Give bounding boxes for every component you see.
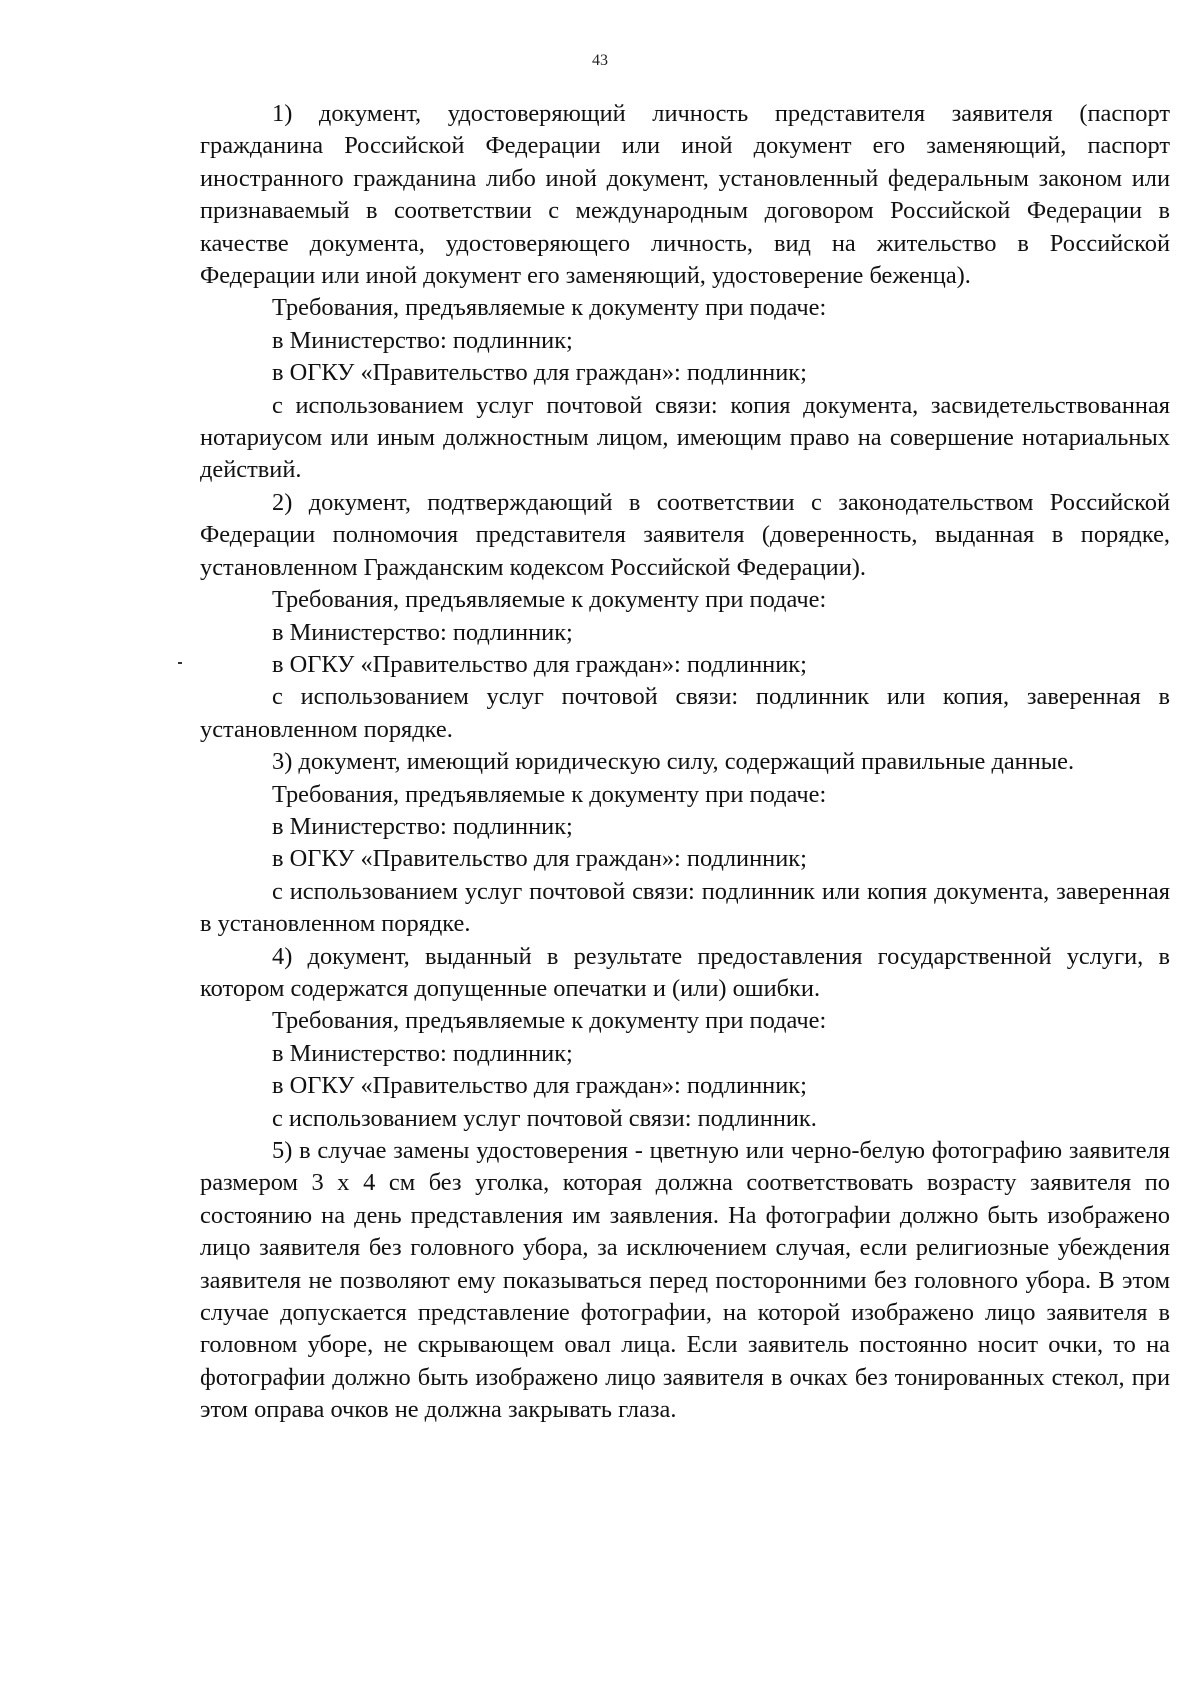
- paragraph-item-1-representative-id: 1) документ, удостоверяющий личность представителя заявителя (паспорт гражданина Российской Федерации или иной документ его заменяющий, паспорт иностранного гражданина либо иной документ, установленный федеральным законом или признаваемый в соответствии с международным договором Российской Федерации в качестве документа, удостоверяющего личность, вид на жительство в Российской Федерации или иной документ его заменяющий, удостоверение беженца).: [200, 100, 1170, 290]
- document-body: [200, 98, 1170, 1427]
- paragraph-ministry-requirement: в Министерство: подлинник;: [272, 812, 573, 840]
- paragraph-requirements-heading: Требования, предъявляемые к документу при подаче:: [272, 780, 827, 808]
- paragraph-ministry-requirement: в Министерство: подлинник;: [272, 326, 573, 354]
- paragraph-item-3-legal-document: 3) документ, имеющий юридическую силу, содержащий правильные данные.: [272, 748, 1075, 776]
- paragraph-requirements-heading: Требования, предъявляемые к документу при подаче:: [272, 1007, 827, 1035]
- paragraph-ministry-requirement: в Министерство: подлинник;: [272, 1039, 573, 1067]
- paragraph-postal-requirement: с использованием услуг почтовой связи: копия документа, засвидетельствованная нотариусом или иным должностным лицом, имеющим право на совершение нотариальных действий.: [200, 391, 1170, 484]
- paragraph-ogku-requirement: в ОГКУ «Правительство для граждан»: подлинник;: [272, 1072, 807, 1100]
- paragraph-requirements-heading: Требования, предъявляемые к документу при подаче:: [272, 586, 827, 614]
- paragraph-item-2-power-of-attorney: 2) документ, подтверждающий в соответствии с законодательством Российской Федерации полномочия представителя заявителя (доверенность, выданная в порядке, установленном Гражданским кодексом Российской Федерации).: [200, 488, 1170, 581]
- paragraph-item-5-photo-requirements: 5) в случае замены удостоверения - цветную или черно-белую фотографию заявителя размером 3 х 4 см без уголка, которая должна соответствовать возрасту заявителя по состоянию на день представления им заявления. На фотографии должно быть изображено лицо заявителя без головного убора, за исключением случая, если религиозные убеждения заявителя не позволяют ему показываться перед посторонними без головного убора. В этом случае допускается представление фотографии, на которой изображено лицо заявителя в головном уборе, не скрывающем овал лица. Если заявитель постоянно носит очки, то на фотографии должно быть изображено лицо заявителя в очках без тонированных стекол, при этом оправа очков не должна закрывать глаза.: [200, 1137, 1170, 1424]
- scan-speck: [178, 662, 182, 664]
- paragraph-postal-requirement: с использованием услуг почтовой связи: подлинник.: [272, 1104, 817, 1132]
- paragraph-postal-requirement: с использованием услуг почтовой связи: подлинник или копия, заверенная в установленном порядке.: [200, 683, 1170, 743]
- paragraph-ogku-requirement: в ОГКУ «Правительство для граждан»: подлинник;: [272, 359, 807, 387]
- paragraph-ogku-requirement: в ОГКУ «Правительство для граждан»: подлинник;: [272, 650, 807, 678]
- page-number: 43: [592, 52, 608, 69]
- paragraph-ministry-requirement: в Министерство: подлинник;: [272, 618, 573, 646]
- paragraph-postal-requirement: с использованием услуг почтовой связи: подлинник или копия документа, заверенная в установленном порядке.: [200, 877, 1170, 938]
- paragraph-ogku-requirement: в ОГКУ «Правительство для граждан»: подлинник;: [272, 845, 807, 873]
- paragraph-item-4-document-with-errors: 4) документ, выданный в результате предоставления государственной услуги, в котором содержатся допущенные опечатки и (или) ошибки.: [200, 942, 1170, 1002]
- paragraph-requirements-heading: Требования, предъявляемые к документу при подаче:: [272, 294, 827, 322]
